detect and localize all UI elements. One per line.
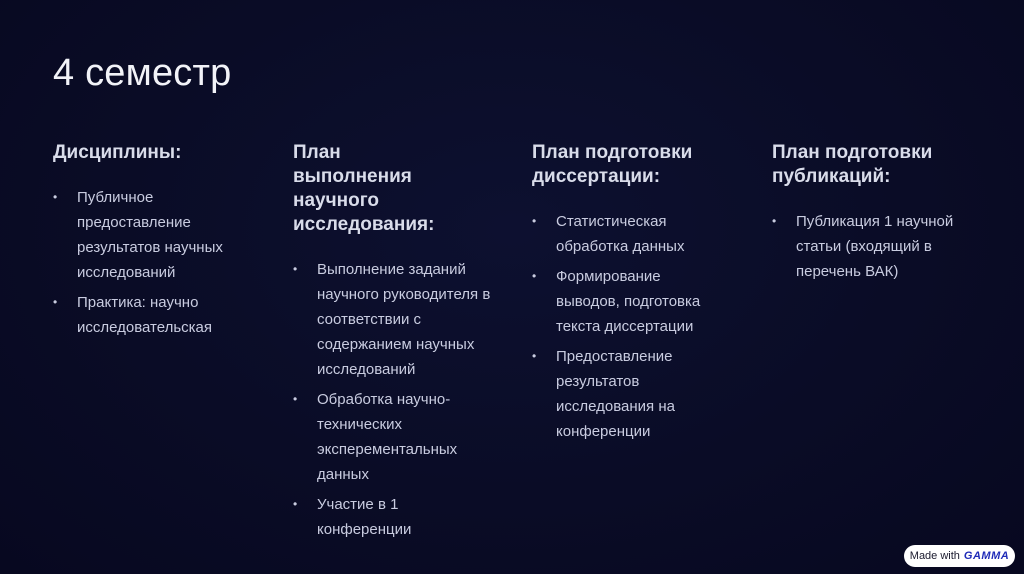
made-with-gamma-badge[interactable] — [904, 545, 1015, 567]
column-heading: План подготовки диссертации: — [532, 142, 693, 187]
list-item-text: Публикация 1 научной статьи (входящий в перечень ВАК) — [796, 213, 954, 280]
bullet-icon: • — [532, 214, 537, 228]
column-dissertation-plan — [532, 141, 737, 449]
list-item — [293, 257, 492, 382]
bullet-icon: • — [293, 392, 298, 406]
gamma-logo: GAMMA — [963, 550, 1010, 562]
list-item — [772, 209, 971, 284]
bullet-list — [53, 185, 258, 340]
list-item-text: Участие в 1 конференции — [317, 496, 412, 538]
list-item-text: Выполнение заданий научного руководителя в соответствии с содержанием научных исследований — [317, 261, 491, 378]
column-publications-plan — [772, 141, 977, 289]
list-item-text: Практика: научно исследовательская — [77, 294, 213, 336]
bullet-list — [532, 209, 737, 444]
badge-prefix: Made with — [909, 550, 960, 562]
bullet-list — [772, 209, 977, 284]
column-heading: План подготовки публикаций: — [772, 142, 933, 187]
list-item — [532, 264, 721, 339]
bullet-icon: • — [532, 269, 537, 283]
bullet-icon: • — [53, 190, 58, 204]
bullet-icon: • — [532, 349, 537, 363]
bullet-icon: • — [293, 497, 298, 511]
bullet-icon: • — [293, 262, 298, 276]
bullet-list — [293, 257, 498, 542]
list-item — [532, 209, 701, 259]
list-item — [53, 290, 222, 340]
list-item-text: Публичное предоставление результатов научных исследований — [77, 189, 223, 281]
column-heading: Дисциплины: — [53, 142, 182, 163]
column-heading: План выполнения научного исследования: — [293, 142, 435, 235]
list-item — [293, 492, 427, 542]
column-research-plan — [293, 141, 498, 547]
bullet-icon: • — [53, 295, 58, 309]
list-item-text: Формирование выводов, подготовка текста диссертации — [556, 268, 701, 335]
list-item — [293, 387, 472, 487]
list-item-text: Предоставление результатов исследования на конференции — [556, 348, 675, 440]
list-item-text: Обработка научно-технических эксперементальных данных — [317, 391, 458, 483]
bullet-icon: • — [772, 214, 777, 228]
list-item — [53, 185, 232, 285]
list-item-text: Статистическая обработка данных — [556, 213, 685, 255]
list-item — [532, 344, 696, 444]
slide-title: 4 семестр — [53, 52, 232, 94]
column-disciplines — [53, 141, 258, 345]
